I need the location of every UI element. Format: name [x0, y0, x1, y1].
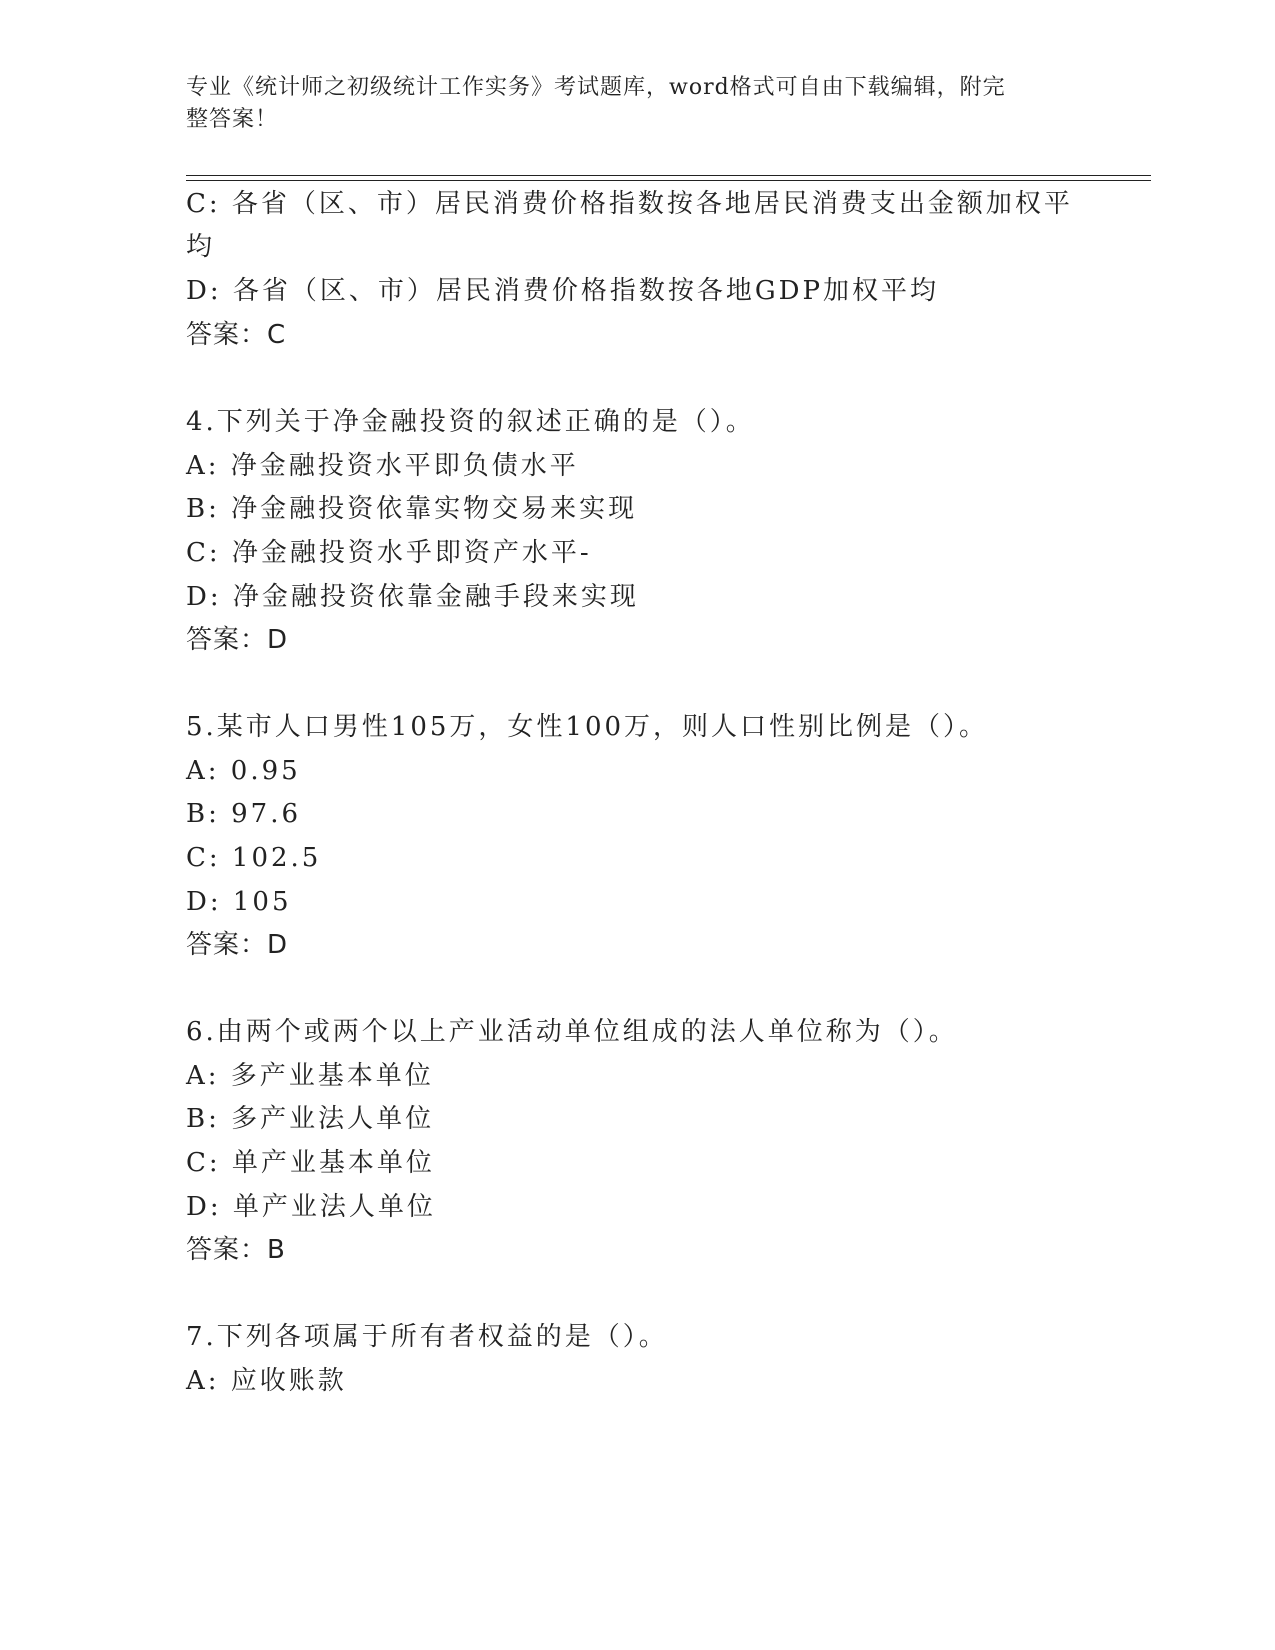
q3-option-d: D: 各省（区、市）居民消费价格指数按各地GDP加权平均	[186, 276, 939, 306]
q4-option-c: C: 净金融投资水乎即资产水平-	[186, 538, 592, 568]
q5-option-c: C: 102.5	[186, 843, 322, 873]
q7-option-a: A: 应收账款	[186, 1366, 347, 1396]
q4-option-a: A: 净金融投资水平即负债水平	[186, 451, 579, 481]
header-divider-top	[186, 175, 1151, 176]
q4-question: 4.下列关于净金融投资的叙述正确的是（）。	[186, 407, 755, 437]
q6-question: 6.由两个或两个以上产业活动单位组成的法人单位称为（）。	[186, 1017, 958, 1047]
header-line-2: 整答案！	[186, 107, 279, 132]
header-divider-bottom	[186, 180, 1151, 181]
header-line-1: 专业《统计师之初级统计工作实务》考试题库，word格式可自由下载编辑，附完	[186, 75, 1006, 100]
q5-option-d: D: 105	[186, 887, 292, 917]
q3-answer: 答案：C	[186, 320, 287, 350]
q5-option-b: B: 97.6	[186, 799, 302, 829]
q4-option-d: D: 净金融投资依靠金融手段来实现	[186, 582, 639, 612]
q6-option-c: C: 单产业基本单位	[186, 1148, 435, 1178]
q5-question: 5.某市人口男性105万，女性100万，则人口性别比例是（）。	[186, 712, 989, 742]
q3-option-c: C: 各省（区、市）居民消费价格指数按各地居民消费支出金额加权平	[186, 189, 1073, 219]
q4-option-b: B: 净金融投资依靠实物交易来实现	[186, 494, 638, 524]
q6-option-d: D: 单产业法人单位	[186, 1192, 436, 1222]
q7-question: 7.下列各项属于所有者权益的是（）。	[186, 1322, 668, 1352]
q5-answer: 答案：D	[186, 930, 289, 960]
q4-answer: 答案：D	[186, 625, 289, 655]
document-header	[186, 72, 1066, 136]
q3-option-c-continued: 均	[186, 232, 216, 262]
q6-option-a: A: 多产业基本单位	[186, 1061, 434, 1091]
q6-option-b: B: 多产业法人单位	[186, 1104, 435, 1134]
q5-option-a: A: 0.95	[186, 756, 301, 786]
q6-answer: 答案：B	[186, 1235, 286, 1265]
